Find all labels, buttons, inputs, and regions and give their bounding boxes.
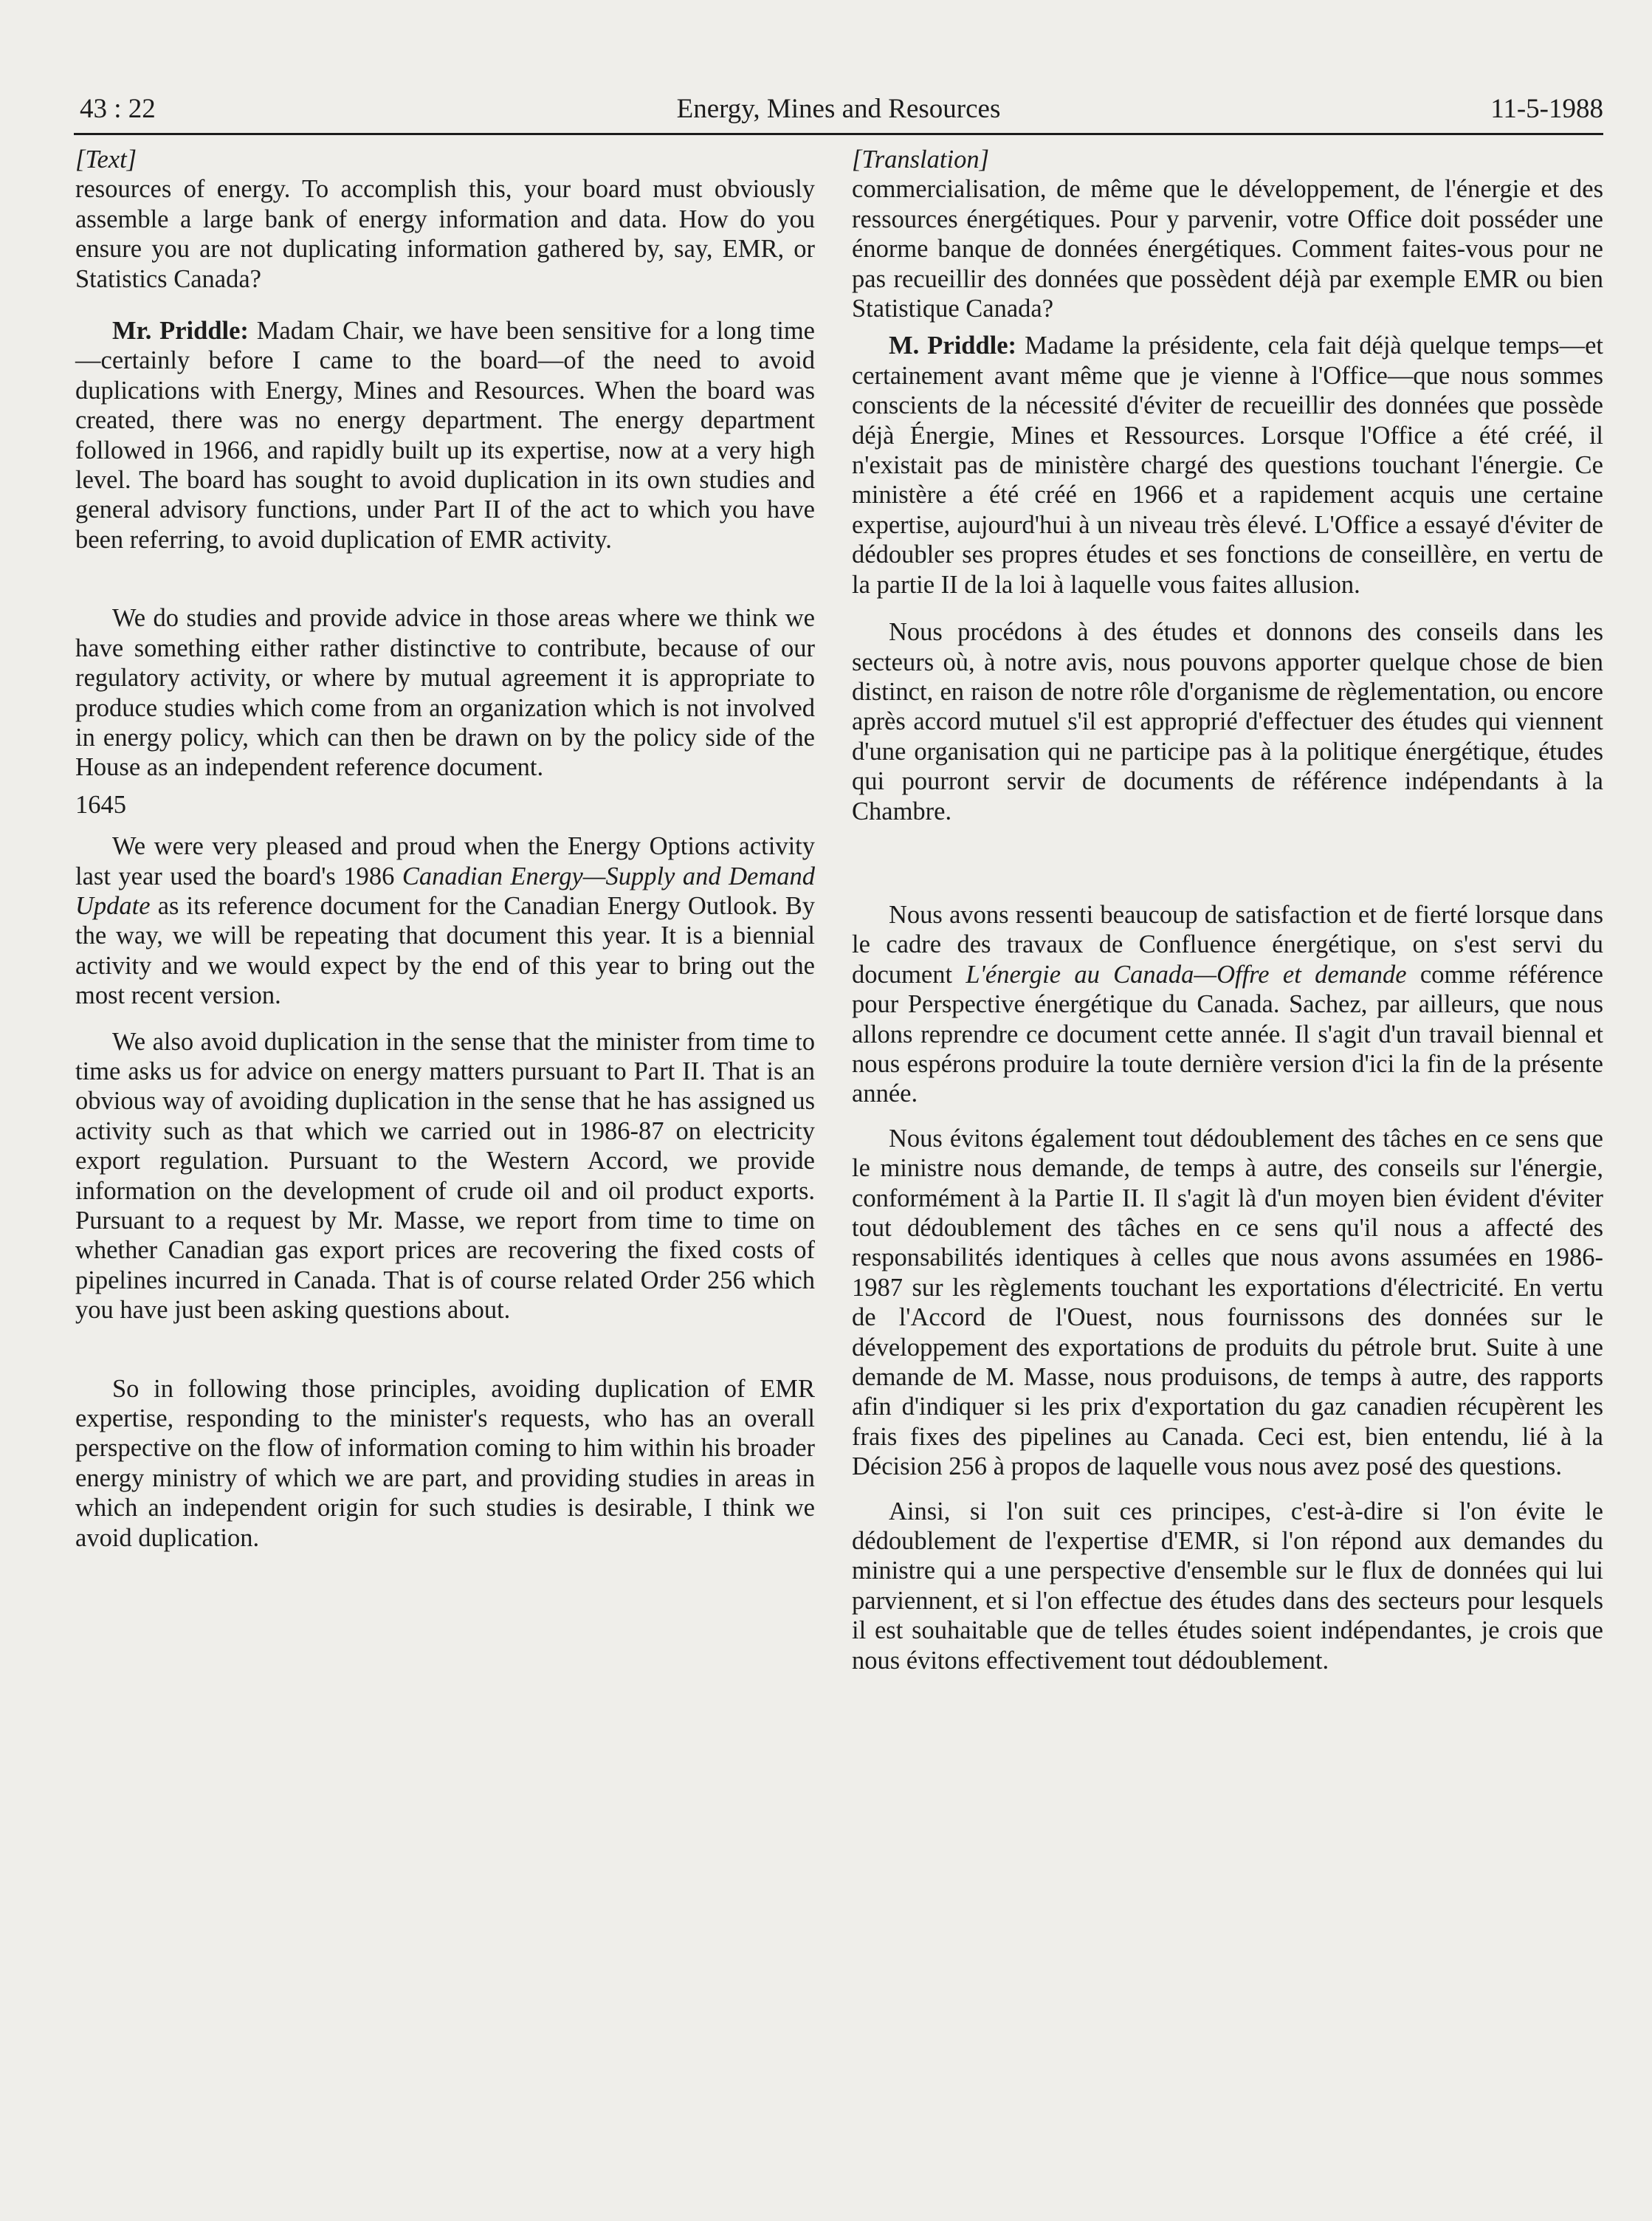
speaker-name: M. Priddle: <box>889 332 1017 360</box>
french-column <box>852 145 1603 1675</box>
text-run: as its reference document for the Canadian Energy Outlook. By the way, we will be repeating that document this year. It is a biennial activity and we would expect by the end of this year to bring out the most recent version. <box>75 891 815 1010</box>
speaker-name: Mr. Priddle: <box>112 317 249 346</box>
page-header <box>74 87 1603 133</box>
paragraph: commercialisation, de même que le développement, de l'énergie et des ressources énergétiques. Pour y parvenir, votre Office doit posséder une énorme banque de données énergétiques. Comment faites-vous pour ne pas recueillir des données que possèdent déjà par exemple EMR ou bien Statistique Canada? <box>852 175 1603 323</box>
paragraph: Nous évitons également tout dédoublement des tâches en ce sens que le ministre nous demande, de temps à autre, des conseils sur l'énergie, conformément à la Partie II. Il s'agit là d'un moyen bien évident d'éviter tout dédoublement des tâches en ce sens qu'il nous a affecté des responsabilités identiques à celles que nous avons assumées en 1986-1987 sur les règlements touchant les exportations d'électricité. En vertu de l'Accord de l'Ouest, nous fournissons des données sur le développement des exportations de produits du pétrole brut. Suite à une demande de M. Masse, nous produisons, de temps à autre, des rapports afin d'indiquer si les prix d'exportation du gaz canadien récupèrent les frais fixes des pipelines au Canada. Ceci est, bien entendu, lié à la Décision 256 à propos de laquelle vous nous avez posé des questions. <box>852 1124 1603 1481</box>
paragraph: resources of energy. To accomplish this, your board must obviously assemble a large bank of energy information and data. How do you ensure you are not duplicating information gathered by, say, EMR, or Statistics Canada? <box>75 175 815 293</box>
paragraph: Ainsi, si l'on suit ces principes, c'est-à-dire si l'on évite le dédoublement de l'expertise d'EMR, si l'on répond aux demandes du ministre qui a une perspective d'ensemble sur le flux de données qui lui parviennent, et si l'on effectue des études dans des secteurs pour lesquels il est souhaitable que de telles études soient indépendantes, je crois que nous évitons effectivement tout dédoublement. <box>852 1497 1603 1675</box>
paragraph <box>75 831 815 1010</box>
text-run: We were very pleased and proud when the Energy Options activity last year used the board's 1986 <box>75 832 815 890</box>
timecode: 1645 <box>75 790 126 819</box>
english-column <box>75 145 815 1553</box>
page-number: 43 : 22 <box>80 94 156 124</box>
header-rule <box>74 133 1603 135</box>
paragraph: We do studies and provide advice in those areas where we think we have something either rather distinctive to contribute, because of our regulatory activity, or where by mutual agreement it is appropriate to produce studies which come from an organization which is not involved in energy policy, which can then be drawn on by the policy side of the House as an independent reference document. <box>75 604 815 782</box>
paragraph: We also avoid duplication in the sense that the minister from time to time asks us for advice on energy matters pursuant to Part II. That is an obvious way of avoiding duplication in the sense that he has assigned us activity such as that which we carried out in 1986-87 on electricity export regulation. Pursuant to the Western Accord, we provide information on the development of crude oil and oil product exports. Pursuant to a request by Mr. Masse, we report from time to time on whether Canadian gas export prices are recovering the fixed costs of pipelines incurred in Canada. That is of course related Order 256 which you have just been asking questions about. <box>75 1027 815 1325</box>
paragraph <box>852 900 1603 1109</box>
document-title: Canadian Energy—Supply and Demand Update <box>75 862 815 920</box>
speaker-text: Madame la présidente, cela fait déjà quelque temps—et certainement avant même que je vienne à l'Office—que nous sommes conscients de la nécessité d'éviter de recueillir des données que possède déjà Énergie, Mines et Ressources. Lorsque l'Office a été créé, il n'existait pas de ministère chargé des questions touchant l'énergie. Ce ministère a été créé en 1966 et a rapidement acquis une certaine expertise, aujourd'hui à un niveau très élevé. L'Office a essayé d'éviter de dédoubler ses propres études et ses fonctions de conseillère, en vertu de la partie II de la loi à laquelle vous faites allusion. <box>852 332 1603 599</box>
paragraph: Nous procédons à des études et donnons des conseils dans les secteurs où, à notre avis, nous pouvons apporter quelque chose de bien distinct, en raison de notre rôle d'organisme de règlementation, ou encore après accord mutuel s'il est approprié d'effectuer des études qui viennent d'une organisation qui ne participe pas à la politique énergétique, études qui pourront servir de documents de référence indépendants à la Chambre. <box>852 618 1603 825</box>
running-title: Energy, Mines and Resources <box>676 94 1001 124</box>
text-run: Nous avons ressenti beaucoup de satisfaction et de fierté lorsque dans le cadre des travaux de Confluence énergétique, on s'est servi du document <box>852 900 1603 989</box>
header-date: 11-5-1988 <box>1490 94 1603 124</box>
column-label: [Text] <box>75 145 137 174</box>
paragraph-speaker <box>852 331 1603 600</box>
speaker-text: Madam Chair, we have been sensitive for a long time—certainly before I came to the board—of the need to avoid duplications with Energy, Mines and Resources. When the board was created, there was no energy department. The energy department followed in 1966, and rapidly built up its expertise, now at a very high level. The board has sought to avoid duplication in its own studies and general advisory functions, under Part II of the act to which you have been referring, to avoid duplication of EMR activity. <box>75 317 815 554</box>
text-run: comme référence pour Perspective énergétique du Canada. Sachez, par ailleurs, que nous allons reprendre ce document cette année. Il s'agit d'un travail biennal et nous espérons produire la toute dernière version d'ici la fin de la présente année. <box>852 960 1603 1108</box>
paragraph-speaker <box>75 316 815 555</box>
document-title: L'énergie au Canada—Offre et demande <box>966 960 1407 989</box>
paragraph: So in following those principles, avoiding duplication of EMR expertise, responding to the minister's requests, who has an overall perspective on the flow of information coming to him within his broader energy ministry of which we are part, and providing studies in areas in which an independent origin for such studies is desirable, I think we avoid duplication. <box>75 1374 815 1552</box>
column-label: [Translation] <box>852 145 989 174</box>
